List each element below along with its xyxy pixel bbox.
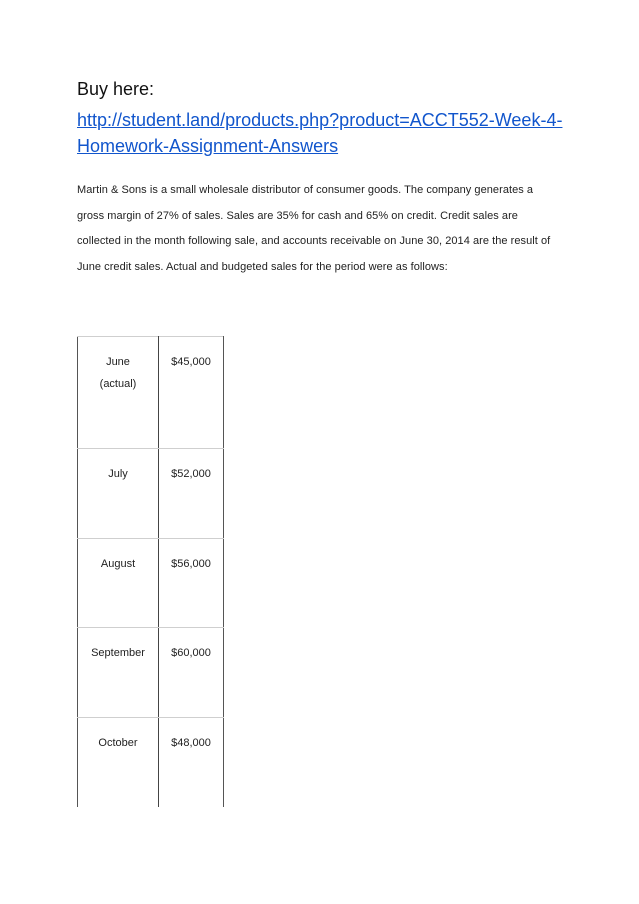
table-row bbox=[78, 337, 224, 449]
intro-line: gross margin of 27% of sales. Sales are 35% for cash and 65% on credit. Credit sales are bbox=[77, 209, 518, 222]
month-cell bbox=[78, 337, 159, 449]
sales-table bbox=[77, 336, 224, 807]
buy-here-label: Buy here: bbox=[77, 79, 155, 99]
product-link[interactable]: http://student.land/products.php?product=ACCT552-Week-4-Homework-Assignment-Answers bbox=[77, 110, 563, 156]
amount-cell: $45,000 bbox=[159, 337, 224, 449]
intro-paragraph bbox=[77, 178, 577, 280]
intro-line: Martin & Sons is a small wholesale distributor of consumer goods. The company generates a bbox=[77, 184, 534, 196]
month-cell bbox=[78, 449, 159, 539]
month-cell bbox=[78, 538, 159, 628]
amount-cell: $60,000 bbox=[159, 628, 224, 718]
intro-line: collected in the month following sale, and accounts receivable on June 30, 2014 are the result of bbox=[77, 235, 551, 247]
table-row bbox=[78, 449, 224, 539]
month-label: June bbox=[106, 356, 130, 368]
month-cell bbox=[78, 717, 159, 807]
month-label: August bbox=[100, 557, 136, 570]
month-label: September bbox=[91, 647, 145, 659]
table-row bbox=[78, 717, 224, 807]
table-row bbox=[78, 628, 224, 718]
intro-line: June credit sales. Actual and budgeted sales for the period were as follows: bbox=[77, 260, 448, 273]
month-cell bbox=[78, 628, 159, 718]
month-label: July bbox=[108, 468, 128, 480]
month-label: October bbox=[98, 736, 138, 749]
amount-cell: $52,000 bbox=[159, 449, 224, 539]
table-row bbox=[78, 538, 224, 628]
month-note: (actual) bbox=[99, 378, 137, 390]
amount-cell: $56,000 bbox=[159, 538, 224, 628]
amount-cell: $48,000 bbox=[159, 717, 224, 807]
